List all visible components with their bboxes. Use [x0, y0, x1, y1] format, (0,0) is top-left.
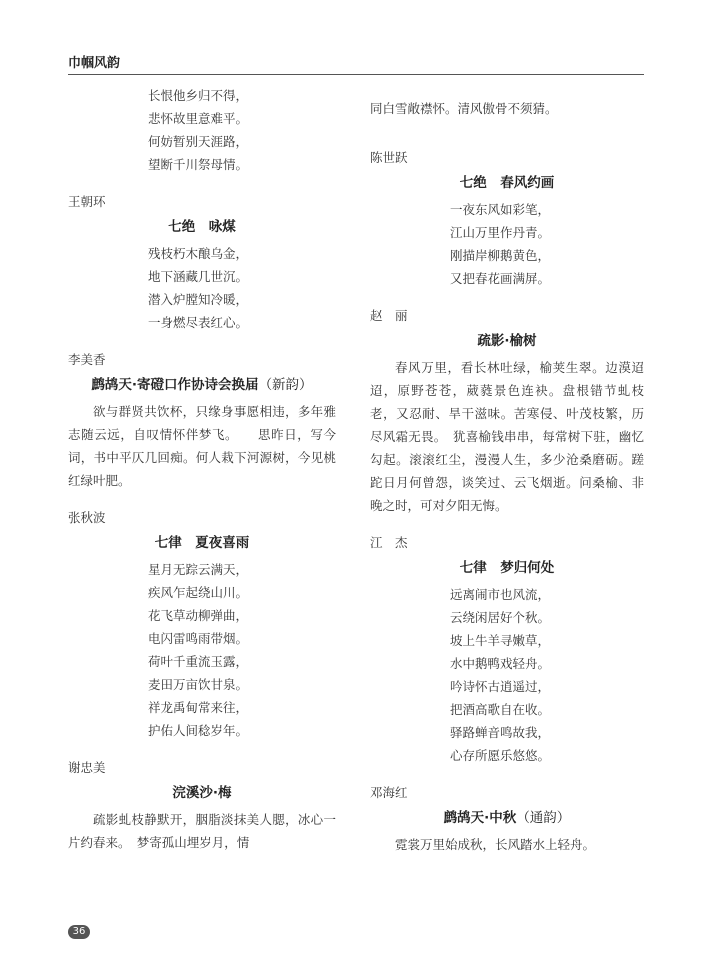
poem-body [68, 808, 336, 854]
poem-line: 水中鹅鸭戏轻舟。 [450, 656, 551, 671]
poem-line: 电闪雷鸣雨带烟。 [148, 631, 249, 646]
poem-line: 星月无踪云满天， [148, 562, 249, 577]
poem-line: 麦田万亩饮甘泉。 [148, 677, 249, 692]
poem-body [68, 558, 336, 742]
page-number: 36 [68, 925, 90, 939]
poem-title: 七绝 春风约画 [459, 175, 555, 191]
poem-line: 花飞草动柳弹曲， [148, 608, 249, 623]
poem-line: 远离闹市也风流， [450, 587, 551, 602]
author-name: 王朝环 [68, 194, 106, 209]
author-name: 陈世跃 [370, 150, 408, 165]
poem-line: 刚描岸柳鹅黄色， [450, 248, 551, 263]
poem-line: 残枝朽木酿乌金， [148, 246, 249, 261]
poem-line: 坡上牛羊寻嫩草， [450, 633, 551, 648]
poem-line: 何妨暂别天涯路， [148, 134, 249, 149]
page-header [68, 52, 644, 75]
prose-paragraph: 春风万里，看长林吐绿，榆荚生翠。边漠迢迢，原野苍苍，葳蕤景色连袂。盘根错节虬枝老，又忍耐、旱干滋味。苦寒侵、叶茂枝繁，历尽风霜无畏。 犹喜榆钱串串，每常树下驻，幽忆勾起。滚滚红尘，漫漫人生，多少沧桑磨砺。蹉跎日月何曾怨，谈笑过、云飞烟逝。问桑榆、非晚之时，可对夕阳无悔。 [370, 360, 644, 513]
poem-line: 地下涵藏几世沉。 [148, 269, 249, 284]
poem-title: 七律 夏夜喜雨 [154, 535, 250, 551]
poem-body [68, 400, 336, 492]
poem-line: 一夜东风如彩笔， [450, 202, 551, 217]
poem-line: 荷叶千重流玉露， [148, 654, 249, 669]
poem-title: 七绝 咏煤 [168, 219, 236, 235]
poem-continuation: 同白雪敞襟怀。清风傲骨不须猜。 [370, 100, 558, 116]
poem-line: 一身燃尽表红心。 [148, 315, 249, 330]
right-column [370, 84, 644, 856]
poem-title: 浣溪沙·梅 [172, 785, 232, 801]
poem-title: 鹧鸪天·中秋（通韵） [443, 810, 571, 826]
prose-paragraph: 霓裳万里始成秋，长风踏水上轻舟。 [395, 837, 596, 852]
poem-line: 祥龙禹甸常来往， [148, 700, 249, 715]
poem-line: 又把春花画满屏。 [450, 271, 551, 286]
left-column [68, 84, 336, 854]
prose-paragraph: 欲与群贤共饮杯，只缘身事愿相违，多年雅志随云远，自叹情怀伴梦飞。 思昨日，写今词，书中平仄几回痴。何人栽下河源树，今见桃红绿叶肥。 [68, 404, 336, 488]
author-name: 张秋波 [68, 510, 106, 525]
poem-line: 护佑人间稔岁年。 [148, 723, 249, 738]
poem-line: 悲怀故里意难平。 [148, 111, 249, 126]
poem-line: 江山万里作丹青。 [450, 225, 551, 240]
poem-title: 七律 梦归何处 [459, 560, 555, 576]
poem-line: 把酒高歌自在收。 [450, 702, 551, 717]
poem-continuation [68, 84, 336, 176]
poem-title: 鹧鸪天·寄磴口作协诗会换届（新韵） [91, 377, 313, 393]
poem-line: 潜入炉膛知冷暖， [148, 292, 249, 307]
poem-body [370, 833, 644, 856]
author-name: 谢忠美 [68, 760, 106, 775]
poem-line: 长恨他乡归不得， [148, 88, 249, 103]
poem-line: 驿路蝉音鸣故我， [450, 725, 551, 740]
poem-body [370, 356, 644, 517]
prose-paragraph: 疏影虬枝静默开，胭脂淡抹美人腮，冰心一片约春来。 梦寄孤山埋岁月，情 [68, 812, 336, 850]
author-name: 邓海红 [370, 785, 408, 800]
poem-title: 疏影·榆树 [477, 333, 537, 349]
author-name: 赵 丽 [370, 308, 408, 323]
author-name: 李美香 [68, 352, 106, 367]
section-title: 巾帼风韵 [68, 56, 121, 71]
poem-body [370, 198, 644, 290]
poem-line: 云绕闲居好个秋。 [450, 610, 551, 625]
poem-body [68, 242, 336, 334]
poem-line: 疾风乍起绕山川。 [148, 585, 249, 600]
poem-body [370, 583, 644, 767]
poem-line: 心存所愿乐悠悠。 [450, 748, 551, 763]
poem-line: 望断千川祭母情。 [148, 157, 249, 172]
poem-line: 吟诗怀古逍遥过， [450, 679, 551, 694]
author-name: 江 杰 [370, 535, 408, 550]
